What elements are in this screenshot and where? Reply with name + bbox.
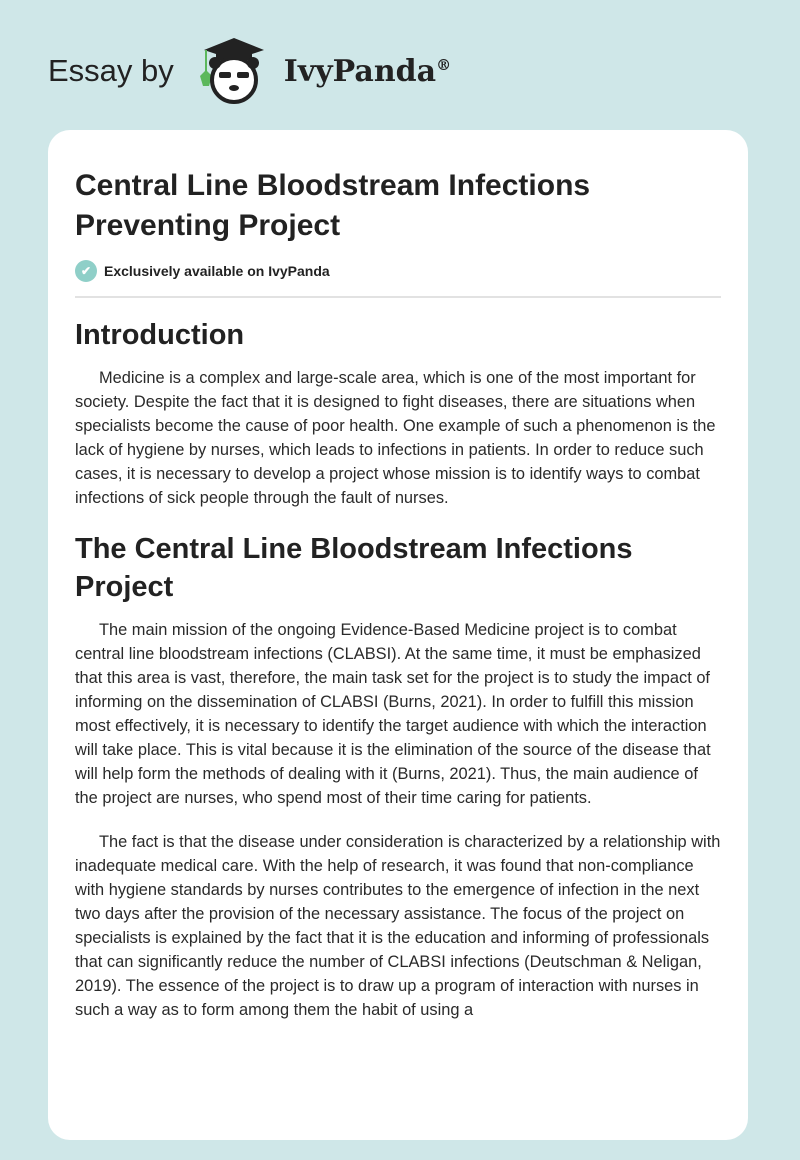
brand-name xyxy=(284,54,451,89)
exclusive-badge-text: Exclusively available on IvyPanda xyxy=(104,263,330,279)
paragraph: The fact is that the disease under consideration is characterized by a relationship with inadequate medical care. With the help of research, it was found that non-compliance with hygiene standards by nurses contributes to the emergence of infection in the next two days after the provision of the necessary assistance. The focus of the project on specialists is explained by the fact that it is the education and informing of professionals that can significantly reduce the number of CLABSI infections (Deutschman & Neligan, 2019). The essence of the project is to draw up a program of interaction with nurses in such a way as to form among them the habit of using a xyxy=(75,833,721,1019)
brand-header xyxy=(48,36,451,106)
exclusive-badge xyxy=(75,260,721,282)
essay-title: Central Line Bloodstream Infections Preventing Project xyxy=(75,169,591,242)
divider xyxy=(75,296,721,298)
paragraph: Medicine is a complex and large-scale area, which is one of the most important for society. Despite the fact that it is designed to fight diseases, there are situations when specialists become the cause of poor health. One example of such a phenomenon is the lack of hygiene by nurses, which leads to infections in patients. In order to reduce such cases, it is necessary to develop a project whose mission is to identify ways to combat infections of sick people through the fault of nurses. xyxy=(75,369,716,507)
registered-mark: ® xyxy=(436,55,452,74)
check-icon: ✔ xyxy=(75,260,97,282)
brand-name-text: IvyPanda xyxy=(283,53,437,89)
paragraph: The main mission of the ongoing Evidence-Based Medicine project is to combat central line bloodstream infections (CLABSI). At the same time, it must be emphasized that this area is vast, therefore, the main task set for the project is to study the impact of informing on the dissemination of CLABSI (Burns, 2021). In order to fulfill this mission most effectively, it is necessary to identify the target audience with which the interaction will take place. This is vital because it is the elimination of the source of the disease that will help form the methods of dealing with it (Burns, 2021). Thus, the main audience of the project are nurses, who spend most of their time caring for patients. xyxy=(75,621,711,807)
section-heading-introduction: Introduction xyxy=(75,319,245,351)
essay-by-label: Essay by xyxy=(48,53,174,88)
ivypanda-logo-icon[interactable] xyxy=(192,36,276,106)
essay-card xyxy=(48,130,748,1140)
section-heading-project: The Central Line Bloodstream Infections Project xyxy=(75,533,633,603)
